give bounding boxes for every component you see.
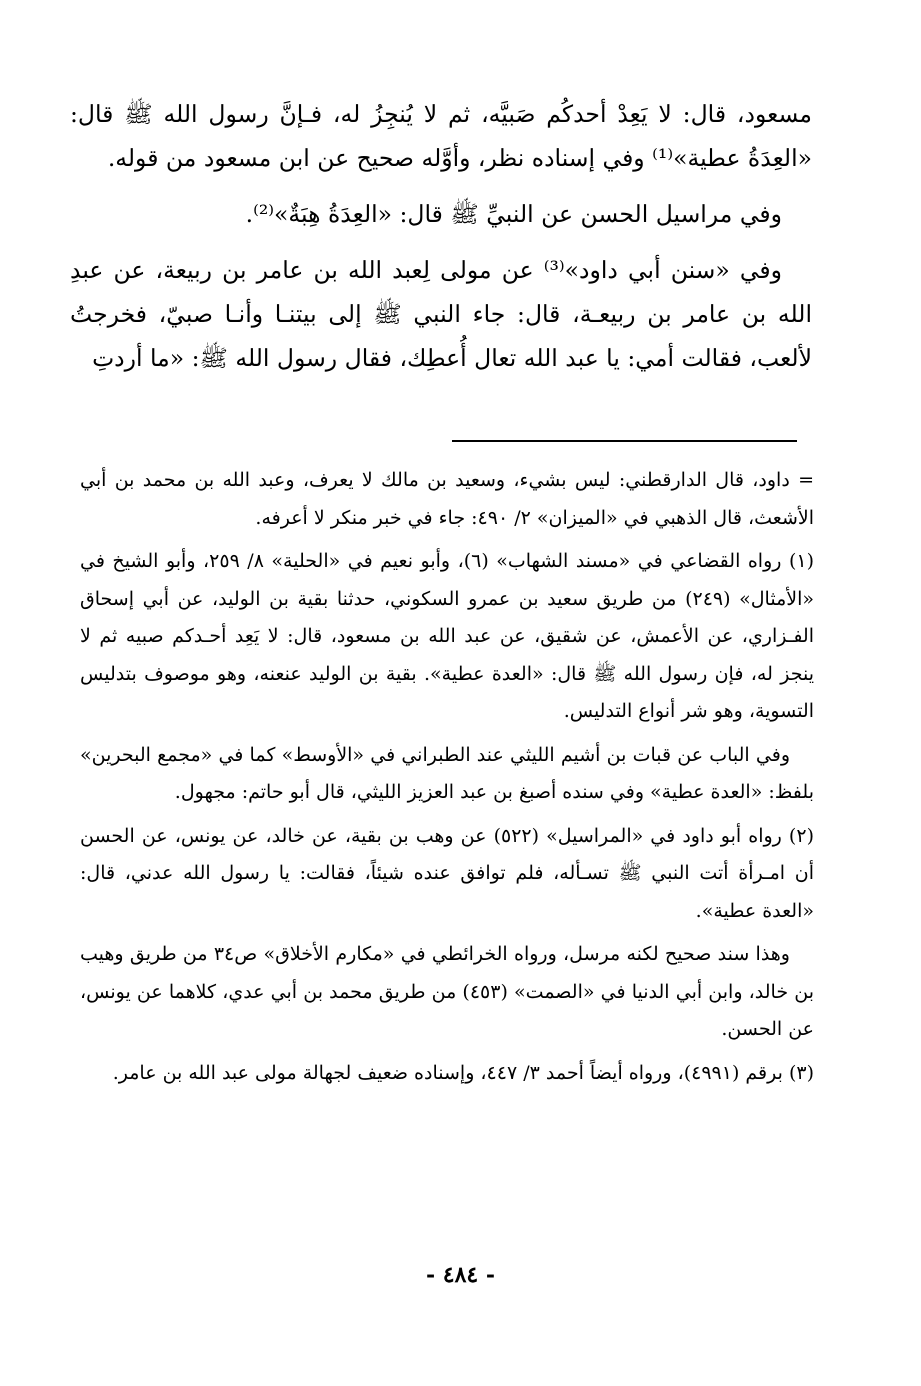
footnote-2-extra: وهذا سند صحيح لكنه مرسل، ورواه الخرائطي في «مكارم الأخلاق» ص٣٤ من طريق وهيب بن خالد، وابن أبي الدنيا في «الصمت» (٤٥٣) من طريق محمد بن أبي عدي، كلاهما عن يونس، عن الحسن. [80, 943, 814, 1040]
main-paragraph-1: مسعود، قال: لا يَعِدْ أحدكُم صَبيَّه، ثم لا يُنجِزُ له، فـإنَّ رسول الله ﷺ قال: «العِدَةُ عطية»⁽¹⁾ وفي إسناده نظر، وأوَّله صحيح عن ابن مسعود من قوله. [70, 100, 812, 172]
footnote-continuation: = داود، قال الدارقطني: ليس بشيء، وسعيد بن مالك لا يعرف، وعبد الله بن محمد بن أبي الأشعث، قال الذهبي في «الميزان» ٢/ ٤٩٠: جاء في خبر منكر لا أعرفه. [80, 469, 814, 529]
footnote-3: (٣) برقم (٤٩٩١)، ورواه أيضاً أحمد ٣/ ٤٤٧، وإسناده ضعيف لجهالة مولى عبد الله بن عامر. [112, 1061, 814, 1084]
footnotes [80, 462, 814, 1092]
footnote-1: (١) رواه القضاعي في «مسند الشهاب» (٦)، وأبو نعيم في «الحلية» ٨/ ٢٥٩، وأبو الشيخ في «الأمثال» (٢٤٩) من طريق سعيد بن عمرو السكوني، حدثنا بقية بن الوليد، عن أبي إسحاق الفـزاري، عن الأعمش، عن شقيق، عن عبد الله بن مسعود، قال: لا يَعِد أحـدكم صبيه ثم لا ينجز له، فإن رسول الله ﷺ قال: «العدة عطية». بقية بن الوليد عنعنه، وهو موصوف بتدليس التسوية، وهو شر أنواع التدليس. [80, 550, 814, 722]
footnote-1-extra: وفي الباب عن قبات بن أشيم الليثي عند الطبراني في «الأوسط» كما في «مجمع البحرين» بلفظ: «العدة عطية» وفي سنده أصبغ بن عبد العزيز الليثي، قال أبو حاتم: مجهول. [80, 743, 814, 803]
main-text [70, 92, 812, 380]
main-paragraph-3: وفي «سنن أبي داود»⁽³⁾ عن مولى لِعبد الله بن عامر بن ربيعة، عن عبدِ الله بن عامر بن ربيعـة، قال: جاء النبي ﷺ إلى بيتنـا وأنـا صبيّ، فخرجتُ لألعب، فقالت أمي: يا عبد الله تعال أُعطِك، فقال رسول الله ﷺ: «ما أردتِ [70, 256, 812, 372]
footnote-separator [452, 440, 797, 442]
footnote-2: (٢) رواه أبو داود في «المراسيل» (٥٢٢) عن وهب بن بقية، عن خالد، عن يونس، عن الحسن أن امـرأة أتت النبي ﷺ تسـأله، فلم توافق عنده شيئاً، فقالت: يا رسول الله عدني، قال: «العدة عطية». [80, 824, 814, 922]
page-number: - ٤٨٤ - [425, 1262, 496, 1288]
main-paragraph-2: وفي مراسيل الحسن عن النبيِّ ﷺ قال: «العِدَةُ هِبَةٌ»⁽²⁾. [245, 200, 782, 228]
